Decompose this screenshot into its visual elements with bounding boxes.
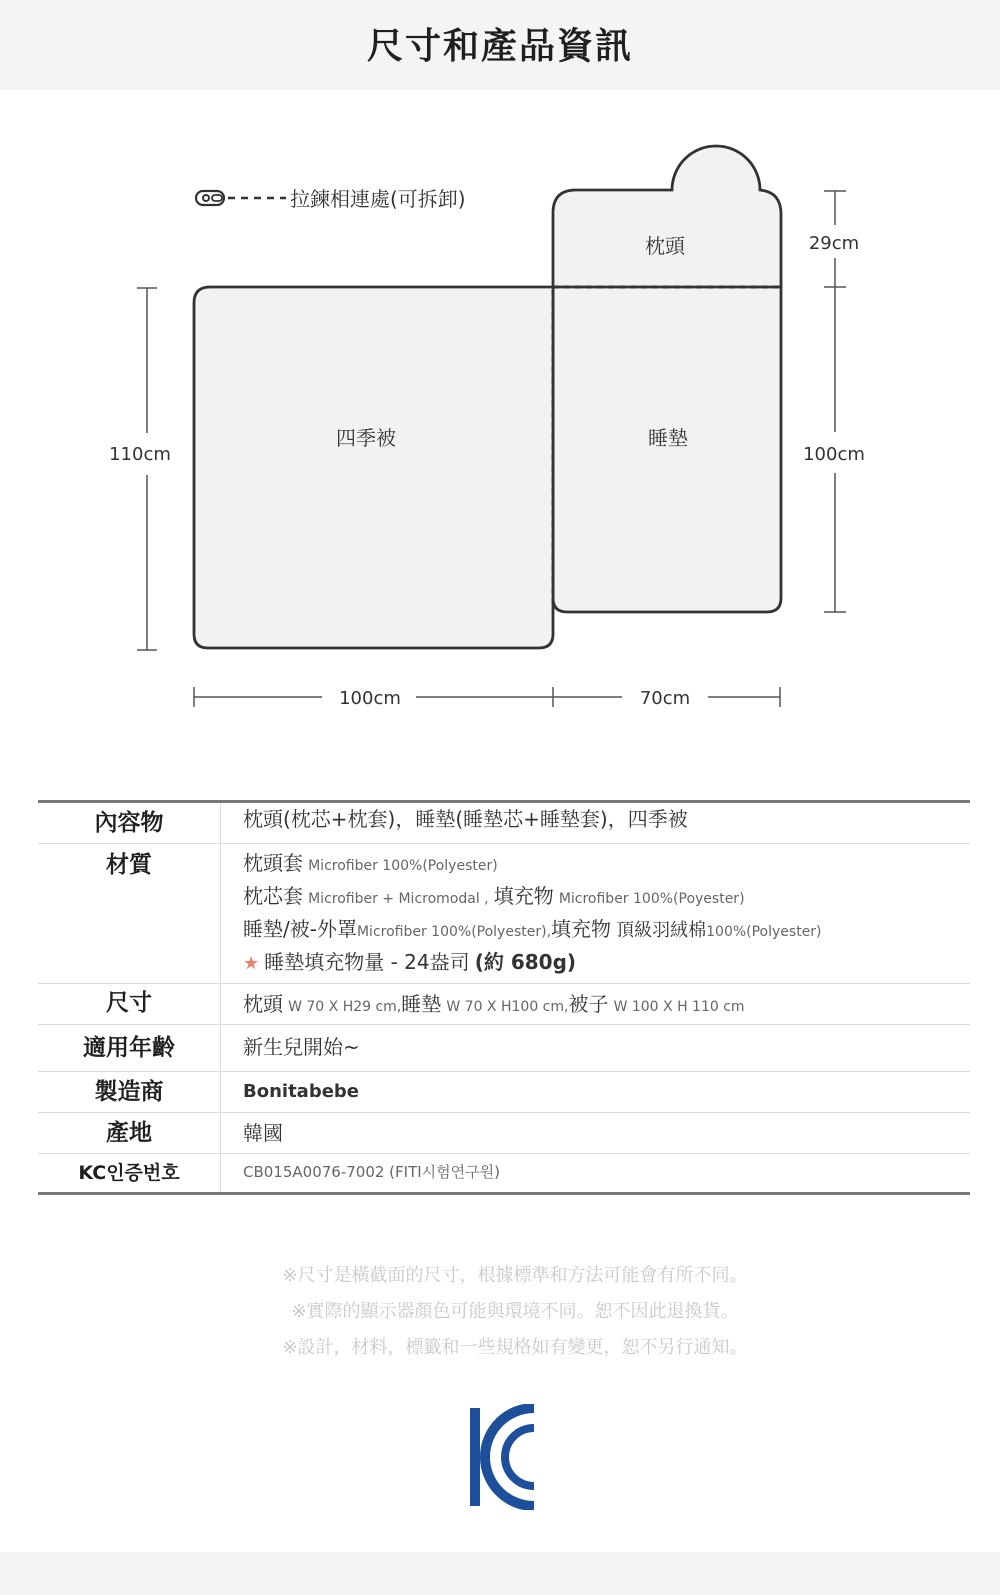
contents-key: 內容物: [38, 802, 221, 844]
maker-text: Bonitabebe: [243, 1081, 360, 1102]
size-f: W 100 X H 110 cm: [613, 999, 745, 1015]
footer-band: [0, 1552, 1000, 1595]
blanket-shape: [194, 287, 553, 648]
dim-bottom-line: [194, 687, 780, 707]
material-key: 材質: [38, 844, 221, 984]
notes: [0, 1258, 1000, 1366]
material-l3e: 100%(Polyester): [706, 924, 822, 940]
origin-value: [221, 1113, 971, 1154]
maker-key: 製造商: [38, 1072, 221, 1113]
material-l3b: Microfiber 100%(Polyester),: [356, 924, 552, 940]
pillow-shape: [553, 146, 781, 290]
zipper-icon: [196, 191, 224, 205]
pillow-label: 枕頭: [645, 234, 685, 258]
size-value: [221, 984, 971, 1025]
material-l2a: 枕芯套: [243, 884, 303, 908]
mattress-label: 睡墊: [648, 426, 688, 450]
age-text: 新生兒開始~: [243, 1035, 360, 1059]
size-c: 睡墊: [401, 992, 442, 1016]
size-key: 尺寸: [38, 984, 221, 1025]
dim-bottom-right-label: 70cm: [639, 688, 691, 709]
material-l3a: 睡墊/被-外罩: [243, 917, 357, 941]
material-l2b: Microfiber + Micromodal ,: [308, 891, 489, 907]
material-l1a: 枕頭套: [243, 851, 303, 875]
contents-value: [221, 802, 971, 844]
material-l3d: 頂級羽絨棉: [616, 920, 707, 941]
dim-right-line: [824, 191, 846, 612]
table-row: [38, 844, 970, 984]
dim-bottom-left-label: 100cm: [339, 688, 401, 709]
table-row: [38, 1154, 970, 1194]
origin-key: 產地: [38, 1113, 221, 1154]
material-l4b: (約 680g): [474, 950, 577, 974]
material-l3c: 填充物: [551, 917, 612, 941]
maker-value: [221, 1072, 971, 1113]
age-value: [221, 1025, 971, 1072]
blanket-label: 四季被: [336, 426, 396, 450]
origin-text: 韓國: [243, 1121, 283, 1145]
contents-text: 枕頭(枕芯+枕套)，睡墊(睡墊芯+睡墊套)，四季被: [243, 807, 688, 831]
size-d: W 70 X H100 cm,: [446, 999, 569, 1015]
note-2: ※實際的顯示器顏色可能與環境不同。恕不因此退換貨。: [291, 1301, 739, 1322]
table-row: [38, 1072, 970, 1113]
note-3: ※設計，材料，標籤和一些規格如有變更，恕不另行通知。: [282, 1337, 748, 1358]
size-a: 枕頭: [243, 992, 283, 1016]
dim-left-line: [137, 288, 157, 650]
size-b: W 70 X H29 cm,: [288, 999, 402, 1015]
kc-logo-icon: [468, 1404, 540, 1510]
table-row: [38, 1025, 970, 1072]
header-band: [0, 0, 1000, 90]
star-icon: ★: [243, 953, 260, 974]
kc-value: [221, 1154, 971, 1194]
age-key: 適用年齡: [38, 1025, 221, 1072]
note-1: ※尺寸是橫截面的尺寸，根據標準和方法可能會有所不同。: [282, 1265, 748, 1286]
page-title: 尺寸和產品資訊: [366, 26, 633, 67]
material-l1b: Microfiber 100%(Polyester): [308, 858, 498, 874]
dim-right-label: 100cm: [803, 444, 865, 465]
kc-key: KC인증번호: [38, 1154, 221, 1194]
kc-text: CB015A0076-7002 (FITI시험연구원): [243, 1163, 500, 1181]
dim-left-label: 110cm: [109, 444, 171, 465]
table-row: [38, 802, 970, 844]
table-row: [38, 984, 970, 1025]
size-e: 被子: [568, 992, 609, 1016]
dim-right-top-label: 29cm: [808, 233, 860, 254]
table-row: [38, 1113, 970, 1154]
spec-table: [38, 800, 970, 1195]
zipper-label: 拉鍊相連處(可拆卸): [290, 187, 466, 211]
material-l2c: 填充物: [493, 884, 554, 908]
material-l4a: 睡墊填充物量 - 24盎司: [264, 950, 470, 974]
material-l2d: Microfiber 100%(Poyester): [558, 891, 745, 907]
material-value: [221, 844, 971, 984]
product-diagram: [0, 90, 1000, 770]
